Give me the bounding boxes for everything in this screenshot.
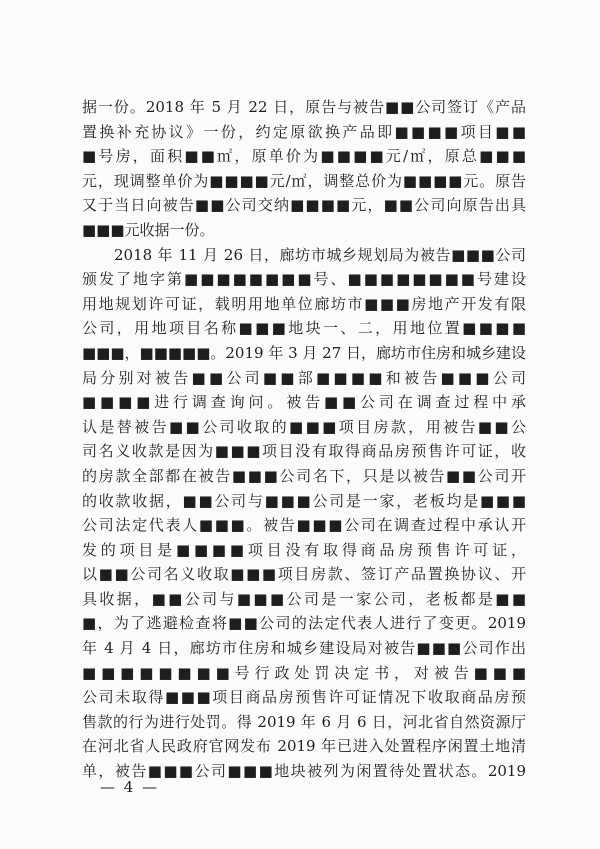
page-number: — 4 —: [100, 778, 160, 796]
text-line: 颁发了地字第■■■■■■■■号、■■■■■■■■号建设: [82, 270, 526, 289]
text-line: 公司法定代表人■■■。被告■■■公司在调查过程中承认开: [82, 516, 526, 535]
text-line: 的房款全部都在被告■■■公司名下，只是以被告■■公司开: [82, 466, 526, 485]
text-line: ■■■■进行调查询问。被告■■公司在调查过程中承: [82, 393, 526, 412]
paragraph-start-line: 2018 年 11 月 26 日，廊坊市城乡规划局为被告■■■公司: [114, 245, 526, 264]
text-line: 置换补充协议》一份，约定原欲换产品即■■■■项目■■: [82, 122, 526, 141]
text-line: 年 4 月 4 日，廊坊市住房和城乡建设局对被告■■■公司作出: [82, 639, 526, 658]
text-line: 在河北省人民政府官网发布 2019 年已进入处置程序闲置土地清: [82, 737, 526, 756]
text-line: 又于当日向被告■■公司交纳■■■■元，■■公司向原告出具: [82, 196, 526, 215]
text-line: 认是替被告■■公司收取的■■■项目房款，用被告■■公: [82, 417, 526, 436]
text-line: 单，被告■■■公司■■■地块被列为闲置待处置状态。2019: [82, 762, 526, 781]
text-line: 的收款收据，■■公司与■■■公司是一家，老板均是■■■: [82, 491, 526, 510]
text-line: 具收据，■■公司与■■■公司是一家公司，老板都是■■: [82, 589, 526, 608]
text-line: 公司未取得■■■项目商品房预售许可证情况下收取商品房预: [82, 688, 526, 707]
text-line: 局分别对被告■■公司■■部■■■■和被告■■■公司: [82, 368, 526, 387]
text-line: 据一份。2018 年 5 月 22 日，原告与被告■■公司签订《产品: [82, 98, 526, 116]
text-line: 以■■公司名义收取■■■项目房款、签订产品置换协议、开: [82, 565, 526, 584]
text-line: ■■■，■■■■■。2019 年 3 月 27 日，廊坊市住房和城乡建设: [82, 343, 526, 362]
text-line: 发的项目是■■■■项目没有取得商品房预售许可证，: [82, 540, 526, 559]
text-line: ■■■元收据一份。: [82, 220, 215, 239]
text-line: ■，为了逃避检查将■■公司的法定代表人进行了变更。2019: [82, 614, 526, 633]
text-line: ■号房，面积■■㎡，原单价为■■■■元/㎡，原总■■■: [82, 147, 526, 166]
text-line: 售款的行为进行处罚。得 2019 年 6 月 6 日，河北省自然资源厅: [82, 712, 526, 731]
text-line: 公司，用地项目名称■■■地块一、二，用地位置■■■■: [82, 319, 526, 338]
text-line: 司名义收款是因为■■■项目没有取得商品房预售许可证，收: [82, 442, 526, 461]
text-line: ■■■■■■■■号行政处罚决定书，对被告■■■: [82, 663, 526, 682]
body-text: [82, 95, 526, 784]
text-line: 元，现调整单价为■■■■元/㎡，调整总价为■■■■元。原告: [82, 171, 526, 190]
text-line: 用地规划许可证，载明用地单位廊坊市■■■房地产开发有限: [82, 294, 526, 313]
